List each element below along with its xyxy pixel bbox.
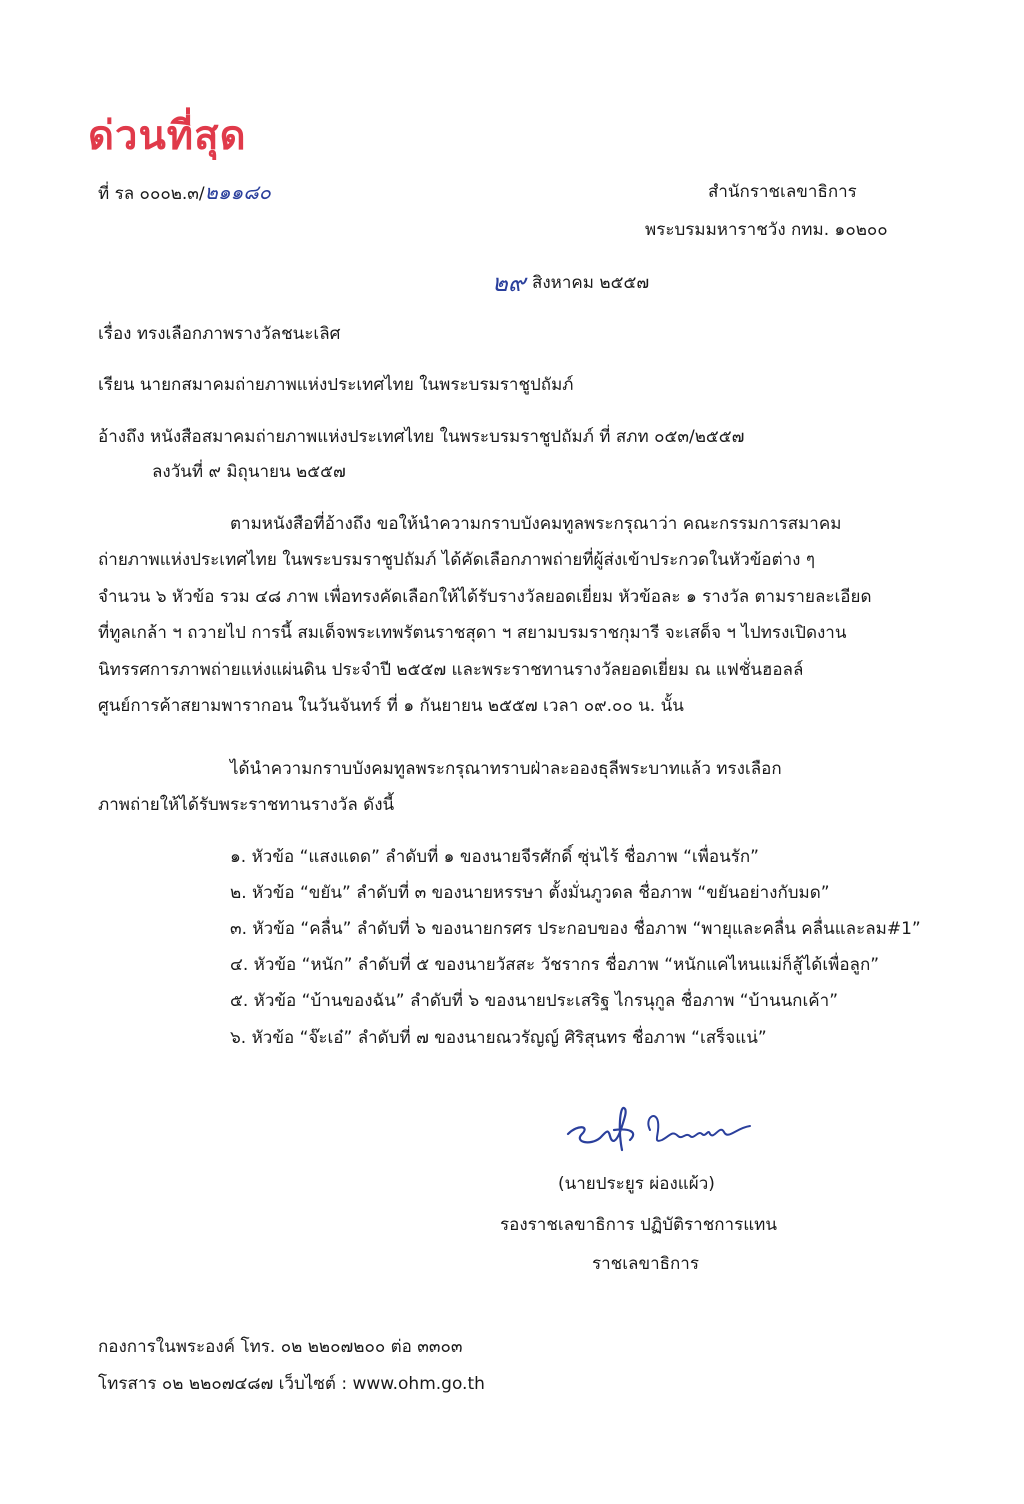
- award-item: ๒. หัวข้อ “ขยัน” ลำดับที่ ๓ ของนายหรรษา ตั้งมั่นภูวดล ชื่อภาพ “ขยันอย่างกับมด”: [230, 883, 830, 903]
- award-item: ๕. หัวข้อ “บ้านของฉัน” ลำดับที่ ๖ ของนายประเสริฐ ไกรนุกูล ชื่อภาพ “บ้านนกเค้า”: [230, 991, 839, 1011]
- award-item: ๓. หัวข้อ “คลื่น” ลำดับที่ ๖ ของนายกรศร ประกอบของ ชื่อภาพ “พายุและคลื่น คลื่นและลม#1”: [230, 919, 921, 939]
- body-paragraph-line: นิทรรศการภาพถ่ายแห่งแผ่นดิน ประจำปี ๒๕๕๗ และพระราชทานรางวัลยอดเยี่ยม ณ แฟชั่นฮอลล์: [98, 660, 804, 680]
- award-item: ๖. หัวข้อ “จ๊ะเอ๋” ลำดับที่ ๗ ของนายณวรัญญ์ ศิริสุนทร ชื่อภาพ “เสร็จแน่”: [230, 1028, 767, 1048]
- body-paragraph-line: จำนวน ๖ หัวข้อ รวม ๔๘ ภาพ เพื่อทรงคัดเลือกให้ได้รับรางวัลยอดเยี่ยม หัวข้อละ ๑ รางวัล ตามรายละเอียด: [98, 587, 872, 607]
- body-paragraph-line: ที่ทูลเกล้า ฯ ถวายไป การนี้ สมเด็จพระเทพรัตนราชสุดา ฯ สยามบรมราชกุมารี จะเสด็จ ฯ ไปทรงเปิดงาน: [98, 623, 847, 643]
- document-number-handwritten: ๒๑๑๘๐: [204, 180, 271, 204]
- reference-date-line: ลงวันที่ ๙ มิถุนายน ๒๕๕๗: [152, 462, 346, 482]
- date-day-handwritten: ๒๙: [492, 269, 526, 297]
- office-address: พระบรมมหาราชวัง กทม. ๑๐๒๐๐: [645, 220, 888, 240]
- signatory-position: รองราชเลขาธิการ ปฏิบัติราชการแทน: [500, 1215, 778, 1235]
- footer-fax-website: โทรสาร ๐๒ ๒๒๐๗๔๘๗ เว็บไซต์ : www.ohm.go.th: [98, 1374, 485, 1394]
- office-name: สำนักราชเลขาธิการ: [708, 182, 857, 202]
- footer-department-phone: กองการในพระองค์ โทร. ๐๒ ๒๒๐๗๒๐๐ ต่อ ๓๓๐๓: [98, 1337, 463, 1357]
- reference-line: อ้างถึง หนังสือสมาคมถ่ายภาพแห่งประเทศไทย ในพระบรมราชูปถัมภ์ ที่ สภท ๐๕๓/๒๕๕๗: [98, 427, 745, 447]
- signatory-name: (นายประยูร ผ่องแผ้ว): [558, 1174, 715, 1194]
- document-number: [98, 180, 271, 206]
- award-item: ๔. หัวข้อ “หนัก” ลำดับที่ ๕ ของนายวัสสะ วัชรากร ชื่อภาพ “หนักแค่ไหนแม่ก็สู้ได้เพื่อลูก”: [230, 955, 880, 975]
- body-paragraph-line: ได้นำความกราบบังคมทูลพระกรุณาทราบฝ่าละอองธุลีพระบาทแล้ว ทรงเลือก: [230, 759, 782, 779]
- document-number-prefix: ที่ รล ๐๐๐๒.๓/: [98, 184, 205, 204]
- handwritten-signature: [560, 1100, 770, 1160]
- body-paragraph-line: ตามหนังสือที่อ้างถึง ขอให้นำความกราบบังคมทูลพระกรุณาว่า คณะกรรมการสมาคม: [230, 514, 842, 534]
- body-paragraph-line: ศูนย์การค้าสยามพารากอน ในวันจันทร์ ที่ ๑ กันยายน ๒๕๕๗ เวลา ๐๙.๐๐ น. นั้น: [98, 696, 684, 716]
- urgency-stamp: ด่วนที่สุด: [88, 112, 247, 159]
- date-month-year: สิงหาคม ๒๕๕๗: [532, 273, 650, 293]
- body-paragraph-line: ถ่ายภาพแห่งประเทศไทย ในพระบรมราชูปถัมภ์ ได้คัดเลือกภาพถ่ายที่ผู้ส่งเข้าประกวดในหัวข้อต่าง ๆ: [98, 550, 816, 570]
- recipient-line: เรียน นายกสมาคมถ่ายภาพแห่งประเทศไทย ในพระบรมราชูปถัมภ์: [98, 375, 574, 395]
- award-item: ๑. หัวข้อ “แสงแดด” ลำดับที่ ๑ ของนายจีรศักดิ์ ซุ่นไร้ ชื่อภาพ “เพื่อนรัก”: [230, 847, 759, 867]
- signatory-office: ราชเลขาธิการ: [592, 1254, 699, 1274]
- body-paragraph-line: ภาพถ่ายให้ได้รับพระราชทานรางวัล ดังนี้: [98, 795, 395, 815]
- subject-line: เรื่อง ทรงเลือกภาพรางวัลชนะเลิศ: [98, 324, 341, 344]
